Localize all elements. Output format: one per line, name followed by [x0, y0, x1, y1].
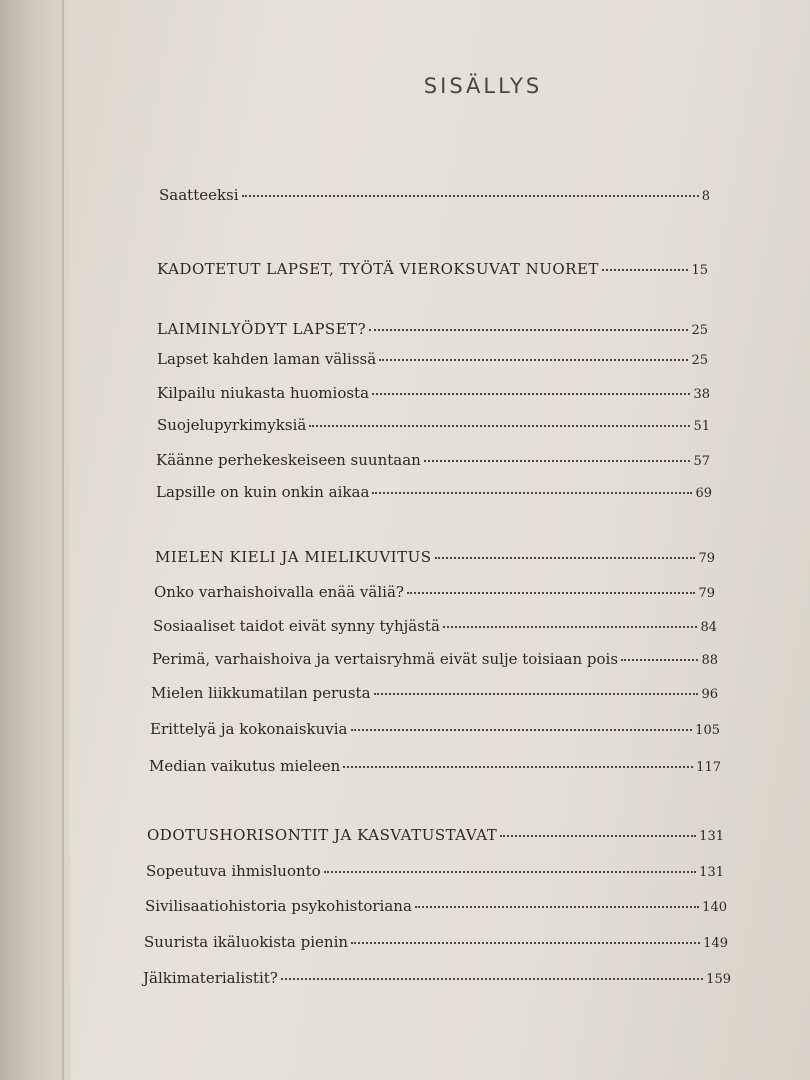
- toc-entry-label: Median vaikutus mieleen: [149, 757, 341, 775]
- toc-entry-page: 140: [702, 900, 727, 915]
- leader-dots: [324, 862, 696, 873]
- toc-entry: [157, 384, 710, 402]
- toc-entry-page: 15: [691, 263, 708, 278]
- leader-dots: [374, 684, 699, 695]
- toc-entry-label: Lapset kahden laman välissä: [157, 350, 377, 368]
- toc-entry-page: 88: [701, 653, 718, 668]
- toc-entry-label: Suojelupyrkimyksiä: [157, 416, 307, 434]
- toc-entry: [151, 684, 718, 702]
- leader-dots: [242, 186, 699, 197]
- toc-entry: [150, 720, 720, 738]
- toc-entry-page: 25: [691, 323, 708, 338]
- toc-entry-label: Onko varhaishoivalla enää väliä?: [154, 583, 404, 601]
- toc-entry-page: 38: [693, 387, 710, 402]
- toc-entry-label: Lapsille on kuin onkin aikaa: [156, 483, 370, 501]
- toc-entry-label: Kilpailu niukasta huomiosta: [157, 384, 370, 402]
- leader-dots: [372, 483, 692, 494]
- toc-entry-page: 96: [701, 687, 718, 702]
- leader-dots: [281, 969, 703, 980]
- toc-entry: [156, 451, 710, 469]
- toc-entry-label: Perimä, varhaishoiva ja vertaisryhmä eivät sulje toisiaan pois: [152, 650, 619, 668]
- toc-entry-page: 117: [696, 760, 721, 775]
- toc-entry: [157, 350, 708, 368]
- toc-entry-label: Mielen liikkumatilan perusta: [151, 684, 371, 702]
- toc-entry-label: Saatteeksi: [159, 186, 239, 204]
- leader-dots: [309, 416, 690, 427]
- toc-entry: [147, 826, 724, 844]
- toc-entry-label: Suurista ikäluokista pienin: [144, 933, 349, 951]
- toc-entry: [157, 320, 708, 338]
- toc-entry-page: 25: [691, 353, 708, 368]
- toc-entry-label: Sivilisaatiohistoria psykohistoriana: [145, 897, 412, 915]
- toc-entry-page: 8: [701, 189, 710, 204]
- leader-dots: [369, 320, 688, 331]
- toc-entry-page: 79: [698, 551, 715, 566]
- leader-dots: [343, 757, 693, 768]
- toc-entry-label: Käänne perhekeskeiseen suuntaan: [156, 451, 421, 469]
- leader-dots: [424, 451, 691, 462]
- toc-entry-page: 159: [706, 972, 731, 987]
- toc-entry-page: 131: [699, 865, 724, 880]
- toc-entry: [157, 416, 710, 434]
- toc-entry: [152, 650, 718, 668]
- toc-entry-page: 57: [693, 454, 710, 469]
- toc-entry: [153, 617, 717, 635]
- toc-entry-label: Jälkimaterialistit?: [143, 969, 278, 987]
- toc-entry-label: Sopeutuva ihmisluonto: [146, 862, 321, 880]
- toc-entry: [145, 897, 727, 915]
- leader-dots: [443, 617, 698, 628]
- toc-entry: [146, 862, 724, 880]
- toc-entry-page: 131: [699, 829, 724, 844]
- leader-dots: [351, 720, 693, 731]
- leader-dots: [351, 933, 700, 944]
- toc-entry: [155, 548, 715, 566]
- toc-entry-label: MIELEN KIELI JA MIELIKUVITUS: [155, 548, 432, 566]
- toc-entry: [144, 933, 728, 951]
- toc-entry-page: 105: [695, 723, 720, 738]
- toc-entry-page: 84: [700, 620, 717, 635]
- leader-dots: [621, 650, 698, 661]
- toc-entry-page: 149: [703, 936, 728, 951]
- toc-entry-page: 51: [693, 419, 710, 434]
- toc-entry: [154, 583, 715, 601]
- toc-entry: [149, 757, 721, 775]
- leader-dots: [407, 583, 696, 594]
- toc-entry-label: Erittelyä ja kokonaiskuvia: [150, 720, 348, 738]
- leader-dots: [435, 548, 696, 559]
- leader-dots: [372, 384, 690, 395]
- toc-entry: [157, 260, 708, 278]
- toc-entry-label: LAIMINLYÖDYT LAPSET?: [157, 320, 367, 338]
- leader-dots: [415, 897, 699, 908]
- toc-entry: [159, 186, 710, 204]
- leader-dots: [500, 826, 696, 837]
- toc-title: SISÄLLYS: [423, 74, 543, 98]
- toc-entry-label: ODOTUSHORISONTIT JA KASVATUSTAVAT: [147, 826, 498, 844]
- toc-entry: [156, 483, 712, 501]
- leader-dots: [602, 260, 689, 271]
- toc-entry-page: 69: [695, 486, 712, 501]
- toc-entry-label: Sosiaaliset taidot eivät synny tyhjästä: [153, 617, 440, 635]
- toc-entry-label: KADOTETUT LAPSET, TYÖTÄ VIEROKSUVAT NUORET: [157, 260, 599, 278]
- toc-entry-page: 79: [698, 586, 715, 601]
- toc-entry: [143, 969, 731, 987]
- leader-dots: [379, 350, 688, 361]
